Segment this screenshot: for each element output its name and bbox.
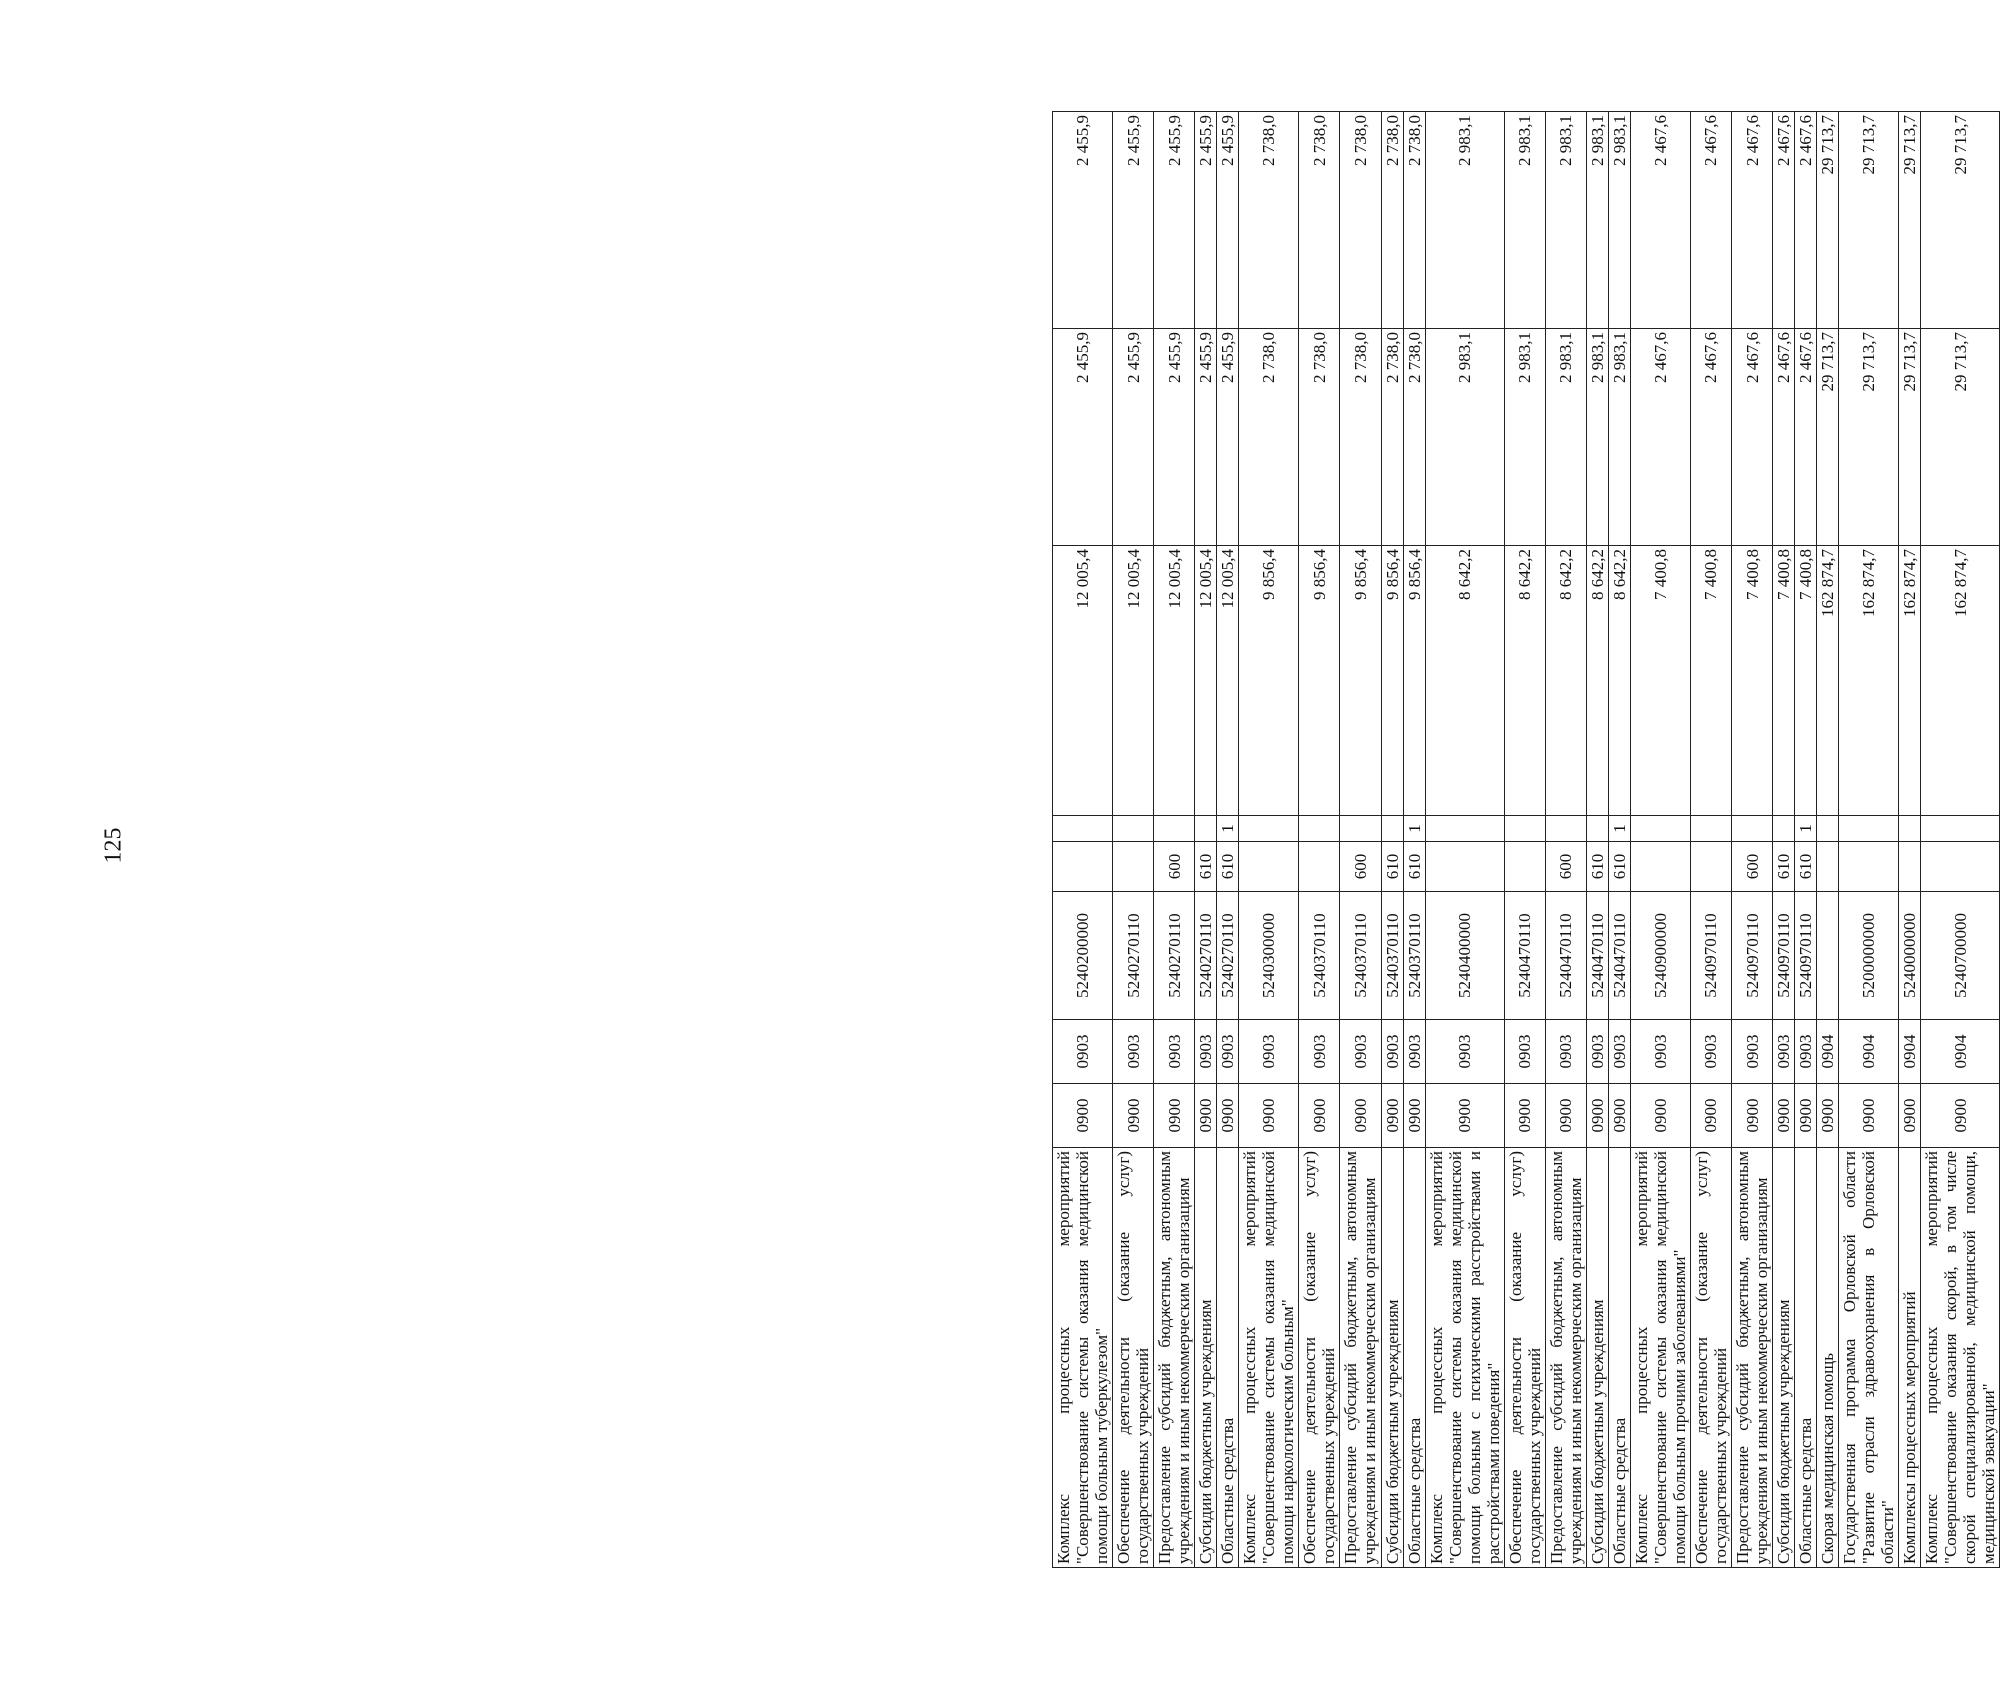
section-code: 0900 — [1586, 1084, 1608, 1148]
subsection-code: 0903 — [1299, 1020, 1340, 1084]
funding-source-code — [1154, 816, 1195, 842]
amount-total: 12 005,4 — [1154, 546, 1195, 816]
row-name: Обеспечение деятельности (оказание услуг) государственных учреждений — [1504, 1148, 1545, 1568]
amount-year-3: 2 467,6 — [1795, 112, 1817, 329]
subsection-code: 0903 — [1608, 1020, 1630, 1084]
amount-total: 12 005,4 — [1053, 546, 1113, 816]
expense-type-code — [1053, 842, 1113, 892]
amount-year-2: 2 983,1 — [1586, 329, 1608, 546]
expense-type-code: 610 — [1195, 842, 1217, 892]
amount-total: 8 642,2 — [1586, 546, 1608, 816]
row-name: Государственная программа Орловской области "Развитие отрасли здравоохранения в Орловской области" — [1839, 1148, 1899, 1568]
subsection-code: 0904 — [1817, 1020, 1839, 1084]
amount-total: 162 874,7 — [1921, 546, 2000, 816]
expense-type-code — [1899, 842, 1921, 892]
expense-type-code — [1690, 842, 1731, 892]
expense-type-code — [1299, 842, 1340, 892]
table-row — [1239, 112, 1299, 1568]
amount-year-3: 2 738,0 — [1239, 112, 1299, 329]
amount-year-3: 29 713,7 — [1921, 112, 2000, 329]
table-row — [1795, 112, 1817, 1568]
expense-type-code: 600 — [1732, 842, 1773, 892]
section-code: 0900 — [1899, 1084, 1921, 1148]
funding-source-code: 1 — [1795, 816, 1817, 842]
amount-total: 7 400,8 — [1795, 546, 1817, 816]
target-article-code: 5240970110 — [1732, 892, 1773, 1020]
section-code: 0900 — [1795, 1084, 1817, 1148]
subsection-code: 0904 — [1921, 1020, 2000, 1084]
amount-year-3: 2 455,9 — [1195, 112, 1217, 329]
amount-year-2: 2 738,0 — [1381, 329, 1403, 546]
subsection-code: 0903 — [1195, 1020, 1217, 1084]
budget-table-body — [1053, 112, 2000, 1568]
target-article-code: 5240400000 — [1425, 892, 1504, 1020]
section-code: 0900 — [1630, 1084, 1690, 1148]
row-name: Комплекс процессных мероприятий "Совершенствование оказания скорой, в том числе скорой специализированной, медицинской помощи, медицинской эвакуации" — [1921, 1148, 2000, 1568]
subsection-code: 0903 — [1340, 1020, 1381, 1084]
target-article-code: 5240270110 — [1113, 892, 1154, 1020]
row-name: Предоставление субсидий бюджетным, автономным учреждениям и иным некоммерческим организациям — [1545, 1148, 1586, 1568]
expense-type-code: 600 — [1154, 842, 1195, 892]
funding-source-code — [1053, 816, 1113, 842]
amount-year-2: 2 467,6 — [1795, 329, 1817, 546]
amount-year-3: 29 713,7 — [1899, 112, 1921, 329]
subsection-code: 0904 — [1899, 1020, 1921, 1084]
expense-type-code — [1504, 842, 1545, 892]
target-article-code: 5240000000 — [1899, 892, 1921, 1020]
row-name: Комплекс процессных мероприятий "Совершенствование системы оказания медицинской помощи больным с психическими расстройствами и расстройствами поведения" — [1425, 1148, 1504, 1568]
funding-source-code — [1690, 816, 1731, 842]
expense-type-code — [1817, 842, 1839, 892]
table-row — [1630, 112, 1690, 1568]
target-article-code: 5240300000 — [1239, 892, 1299, 1020]
funding-source-code — [1340, 816, 1381, 842]
section-code: 0900 — [1545, 1084, 1586, 1148]
budget-table-container — [1052, 112, 1999, 1568]
target-article-code: 5240470110 — [1586, 892, 1608, 1020]
amount-total: 12 005,4 — [1195, 546, 1217, 816]
funding-source-code: 1 — [1217, 816, 1239, 842]
target-article-code: 5240900000 — [1630, 892, 1690, 1020]
section-code: 0900 — [1921, 1084, 2000, 1148]
amount-year-3: 2 738,0 — [1340, 112, 1381, 329]
amount-total: 7 400,8 — [1732, 546, 1773, 816]
target-article-code: 5240370110 — [1340, 892, 1381, 1020]
section-code: 0900 — [1690, 1084, 1731, 1148]
funding-source-code — [1545, 816, 1586, 842]
amount-total: 8 642,2 — [1608, 546, 1630, 816]
funding-source-code — [1899, 816, 1921, 842]
section-code: 0900 — [1113, 1084, 1154, 1148]
amount-year-3: 2 983,1 — [1425, 112, 1504, 329]
funding-source-code — [1817, 816, 1839, 842]
expense-type-code: 610 — [1381, 842, 1403, 892]
table-row — [1545, 112, 1586, 1568]
expense-type-code — [1113, 842, 1154, 892]
target-article-code: 5240370110 — [1403, 892, 1425, 1020]
section-code: 0900 — [1425, 1084, 1504, 1148]
amount-year-2: 2 983,1 — [1504, 329, 1545, 546]
amount-total: 7 400,8 — [1773, 546, 1795, 816]
funding-source-code — [1381, 816, 1403, 842]
table-row — [1773, 112, 1795, 1568]
row-name: Обеспечение деятельности (оказание услуг) государственных учреждений — [1299, 1148, 1340, 1568]
target-article-code: 5240370110 — [1381, 892, 1403, 1020]
subsection-code: 0903 — [1381, 1020, 1403, 1084]
expense-type-code — [1239, 842, 1299, 892]
subsection-code: 0903 — [1586, 1020, 1608, 1084]
row-name: Комплекс процессных мероприятий "Совершенствование системы оказания медицинской помощи больным туберкулезом" — [1053, 1148, 1113, 1568]
funding-source-code — [1586, 816, 1608, 842]
amount-total: 9 856,4 — [1403, 546, 1425, 816]
table-row — [1504, 112, 1545, 1568]
table-row — [1817, 112, 1839, 1568]
amount-year-2: 2 738,0 — [1239, 329, 1299, 546]
funding-source-code — [1504, 816, 1545, 842]
row-name: Скорая медицинская помощь — [1817, 1148, 1839, 1568]
amount-total: 9 856,4 — [1340, 546, 1381, 816]
subsection-code: 0903 — [1217, 1020, 1239, 1084]
section-code: 0900 — [1381, 1084, 1403, 1148]
expense-type-code — [1425, 842, 1504, 892]
amount-year-2: 2 738,0 — [1340, 329, 1381, 546]
subsection-code: 0903 — [1545, 1020, 1586, 1084]
section-code: 0900 — [1504, 1084, 1545, 1148]
row-name: Предоставление субсидий бюджетным, автономным учреждениям и иным некоммерческим организациям — [1732, 1148, 1773, 1568]
expense-type-code: 610 — [1586, 842, 1608, 892]
row-name: Предоставление субсидий бюджетным, автономным учреждениям и иным некоммерческим организациям — [1340, 1148, 1381, 1568]
amount-year-2: 2 455,9 — [1053, 329, 1113, 546]
amount-year-3: 2 738,0 — [1299, 112, 1340, 329]
amount-year-3: 2 467,6 — [1690, 112, 1731, 329]
subsection-code: 0903 — [1773, 1020, 1795, 1084]
row-name: Субсидии бюджетным учреждениям — [1381, 1148, 1403, 1568]
target-article-code: 5240270110 — [1154, 892, 1195, 1020]
amount-year-3: 2 455,9 — [1154, 112, 1195, 329]
section-code: 0900 — [1773, 1084, 1795, 1148]
section-code: 0900 — [1217, 1084, 1239, 1148]
funding-source-code — [1113, 816, 1154, 842]
amount-year-2: 2 455,9 — [1195, 329, 1217, 546]
amount-year-2: 2 983,1 — [1608, 329, 1630, 546]
budget-table — [1052, 111, 2000, 1568]
table-row — [1299, 112, 1340, 1568]
amount-year-3: 2 467,6 — [1732, 112, 1773, 329]
row-name: Обеспечение деятельности (оказание услуг) государственных учреждений — [1113, 1148, 1154, 1568]
funding-source-code — [1195, 816, 1217, 842]
funding-source-code: 1 — [1403, 816, 1425, 842]
page-number: 125 — [100, 827, 127, 864]
subsection-code: 0903 — [1403, 1020, 1425, 1084]
section-code: 0900 — [1195, 1084, 1217, 1148]
expense-type-code: 600 — [1545, 842, 1586, 892]
amount-year-2: 2 467,6 — [1690, 329, 1731, 546]
amount-year-3: 2 983,1 — [1586, 112, 1608, 329]
subsection-code: 0903 — [1732, 1020, 1773, 1084]
subsection-code: 0903 — [1053, 1020, 1113, 1084]
subsection-code: 0903 — [1154, 1020, 1195, 1084]
table-row — [1899, 112, 1921, 1568]
table-row — [1340, 112, 1381, 1568]
funding-source-code — [1630, 816, 1690, 842]
row-name: Комплексы процессных мероприятий — [1899, 1148, 1921, 1568]
target-article-code: 5240970110 — [1690, 892, 1731, 1020]
target-article-code: 5240470110 — [1545, 892, 1586, 1020]
table-row — [1586, 112, 1608, 1568]
section-code: 0900 — [1839, 1084, 1899, 1148]
row-name: Субсидии бюджетным учреждениям — [1195, 1148, 1217, 1568]
funding-source-code — [1239, 816, 1299, 842]
target-article-code: 5240270110 — [1217, 892, 1239, 1020]
target-article-code: 5200000000 — [1839, 892, 1899, 1020]
amount-year-2: 2 455,9 — [1154, 329, 1195, 546]
amount-total: 8 642,2 — [1425, 546, 1504, 816]
amount-year-2: 29 713,7 — [1817, 329, 1839, 546]
amount-year-3: 2 983,1 — [1504, 112, 1545, 329]
row-name: Предоставление субсидий бюджетным, автономным учреждениям и иным некоммерческим организациям — [1154, 1148, 1195, 1568]
amount-year-2: 2 455,9 — [1217, 329, 1239, 546]
expense-type-code: 610 — [1608, 842, 1630, 892]
section-code: 0900 — [1053, 1084, 1113, 1148]
amount-total: 12 005,4 — [1113, 546, 1154, 816]
expense-type-code — [1839, 842, 1899, 892]
row-name: Комплекс процессных мероприятий "Совершенствование системы оказания медицинской помощи наркологическим больным" — [1239, 1148, 1299, 1568]
amount-total: 8 642,2 — [1545, 546, 1586, 816]
amount-total: 7 400,8 — [1690, 546, 1731, 816]
subsection-code: 0903 — [1113, 1020, 1154, 1084]
section-code: 0900 — [1732, 1084, 1773, 1148]
target-article-code: 5240470110 — [1504, 892, 1545, 1020]
table-row — [1403, 112, 1425, 1568]
amount-year-3: 2 738,0 — [1381, 112, 1403, 329]
funding-source-code — [1773, 816, 1795, 842]
table-row — [1381, 112, 1403, 1568]
row-name: Областные средства — [1795, 1148, 1817, 1568]
amount-year-2: 2 467,6 — [1773, 329, 1795, 546]
funding-source-code — [1921, 816, 2000, 842]
row-name: Областные средства — [1608, 1148, 1630, 1568]
funding-source-code — [1425, 816, 1504, 842]
amount-total: 9 856,4 — [1299, 546, 1340, 816]
amount-total: 9 856,4 — [1381, 546, 1403, 816]
expense-type-code — [1630, 842, 1690, 892]
section-code: 0900 — [1299, 1084, 1340, 1148]
target-article-code: 5240700000 — [1921, 892, 2000, 1020]
subsection-code: 0903 — [1425, 1020, 1504, 1084]
amount-total: 7 400,8 — [1630, 546, 1690, 816]
amount-total: 12 005,4 — [1217, 546, 1239, 816]
funding-source-code — [1732, 816, 1773, 842]
amount-year-3: 2 983,1 — [1608, 112, 1630, 329]
row-name: Субсидии бюджетным учреждениям — [1773, 1148, 1795, 1568]
amount-year-2: 29 713,7 — [1839, 329, 1899, 546]
section-code: 0900 — [1403, 1084, 1425, 1148]
amount-year-2: 2 467,6 — [1630, 329, 1690, 546]
table-row — [1732, 112, 1773, 1568]
table-row — [1195, 112, 1217, 1568]
amount-total: 162 874,7 — [1839, 546, 1899, 816]
funding-source-code — [1299, 816, 1340, 842]
amount-total: 162 874,7 — [1817, 546, 1839, 816]
subsection-code: 0904 — [1839, 1020, 1899, 1084]
expense-type-code: 600 — [1340, 842, 1381, 892]
section-code: 0900 — [1340, 1084, 1381, 1148]
target-article-code: 5240270110 — [1195, 892, 1217, 1020]
target-article-code: 5240470110 — [1608, 892, 1630, 1020]
expense-type-code: 610 — [1217, 842, 1239, 892]
section-code: 0900 — [1608, 1084, 1630, 1148]
target-article-code: 5240370110 — [1299, 892, 1340, 1020]
target-article-code: 5240970110 — [1773, 892, 1795, 1020]
subsection-code: 0903 — [1630, 1020, 1690, 1084]
table-row — [1217, 112, 1239, 1568]
amount-year-3: 2 455,9 — [1113, 112, 1154, 329]
amount-year-2: 2 738,0 — [1403, 329, 1425, 546]
amount-year-3: 2 467,6 — [1630, 112, 1690, 329]
target-article-code: 5240970110 — [1795, 892, 1817, 1020]
amount-year-2: 29 713,7 — [1899, 329, 1921, 546]
row-name: Областные средства — [1217, 1148, 1239, 1568]
amount-year-2: 2 983,1 — [1545, 329, 1586, 546]
table-row — [1053, 112, 1113, 1568]
amount-total: 9 856,4 — [1239, 546, 1299, 816]
target-article-code — [1817, 892, 1839, 1020]
section-code: 0900 — [1817, 1084, 1839, 1148]
expense-type-code: 610 — [1795, 842, 1817, 892]
expense-type-code — [1921, 842, 2000, 892]
table-row — [1113, 112, 1154, 1568]
amount-year-3: 29 713,7 — [1817, 112, 1839, 329]
amount-year-2: 2 467,6 — [1732, 329, 1773, 546]
amount-year-2: 29 713,7 — [1921, 329, 2000, 546]
amount-total: 162 874,7 — [1899, 546, 1921, 816]
row-name: Субсидии бюджетным учреждениям — [1586, 1148, 1608, 1568]
subsection-code: 0903 — [1504, 1020, 1545, 1084]
expense-type-code: 610 — [1403, 842, 1425, 892]
amount-year-3: 2 455,9 — [1053, 112, 1113, 329]
amount-year-2: 2 455,9 — [1113, 329, 1154, 546]
amount-year-3: 2 738,0 — [1403, 112, 1425, 329]
target-article-code: 5240200000 — [1053, 892, 1113, 1020]
table-row — [1608, 112, 1630, 1568]
amount-year-3: 2 455,9 — [1217, 112, 1239, 329]
table-row — [1425, 112, 1504, 1568]
funding-source-code — [1839, 816, 1899, 842]
table-row — [1690, 112, 1731, 1568]
funding-source-code: 1 — [1608, 816, 1630, 842]
amount-total: 8 642,2 — [1504, 546, 1545, 816]
amount-year-3: 2 467,6 — [1773, 112, 1795, 329]
subsection-code: 0903 — [1239, 1020, 1299, 1084]
table-row — [1154, 112, 1195, 1568]
row-name: Комплекс процессных мероприятий "Совершенствование системы оказания медицинской помощи больным прочими заболеваниями" — [1630, 1148, 1690, 1568]
expense-type-code: 610 — [1773, 842, 1795, 892]
table-row — [1921, 112, 2000, 1568]
subsection-code: 0903 — [1690, 1020, 1731, 1084]
amount-year-2: 2 738,0 — [1299, 329, 1340, 546]
amount-year-3: 29 713,7 — [1839, 112, 1899, 329]
amount-year-2: 2 983,1 — [1425, 329, 1504, 546]
amount-year-3: 2 983,1 — [1545, 112, 1586, 329]
section-code: 0900 — [1239, 1084, 1299, 1148]
row-name: Обеспечение деятельности (оказание услуг) государственных учреждений — [1690, 1148, 1731, 1568]
table-row — [1839, 112, 1899, 1568]
row-name: Областные средства — [1403, 1148, 1425, 1568]
subsection-code: 0903 — [1795, 1020, 1817, 1084]
section-code: 0900 — [1154, 1084, 1195, 1148]
